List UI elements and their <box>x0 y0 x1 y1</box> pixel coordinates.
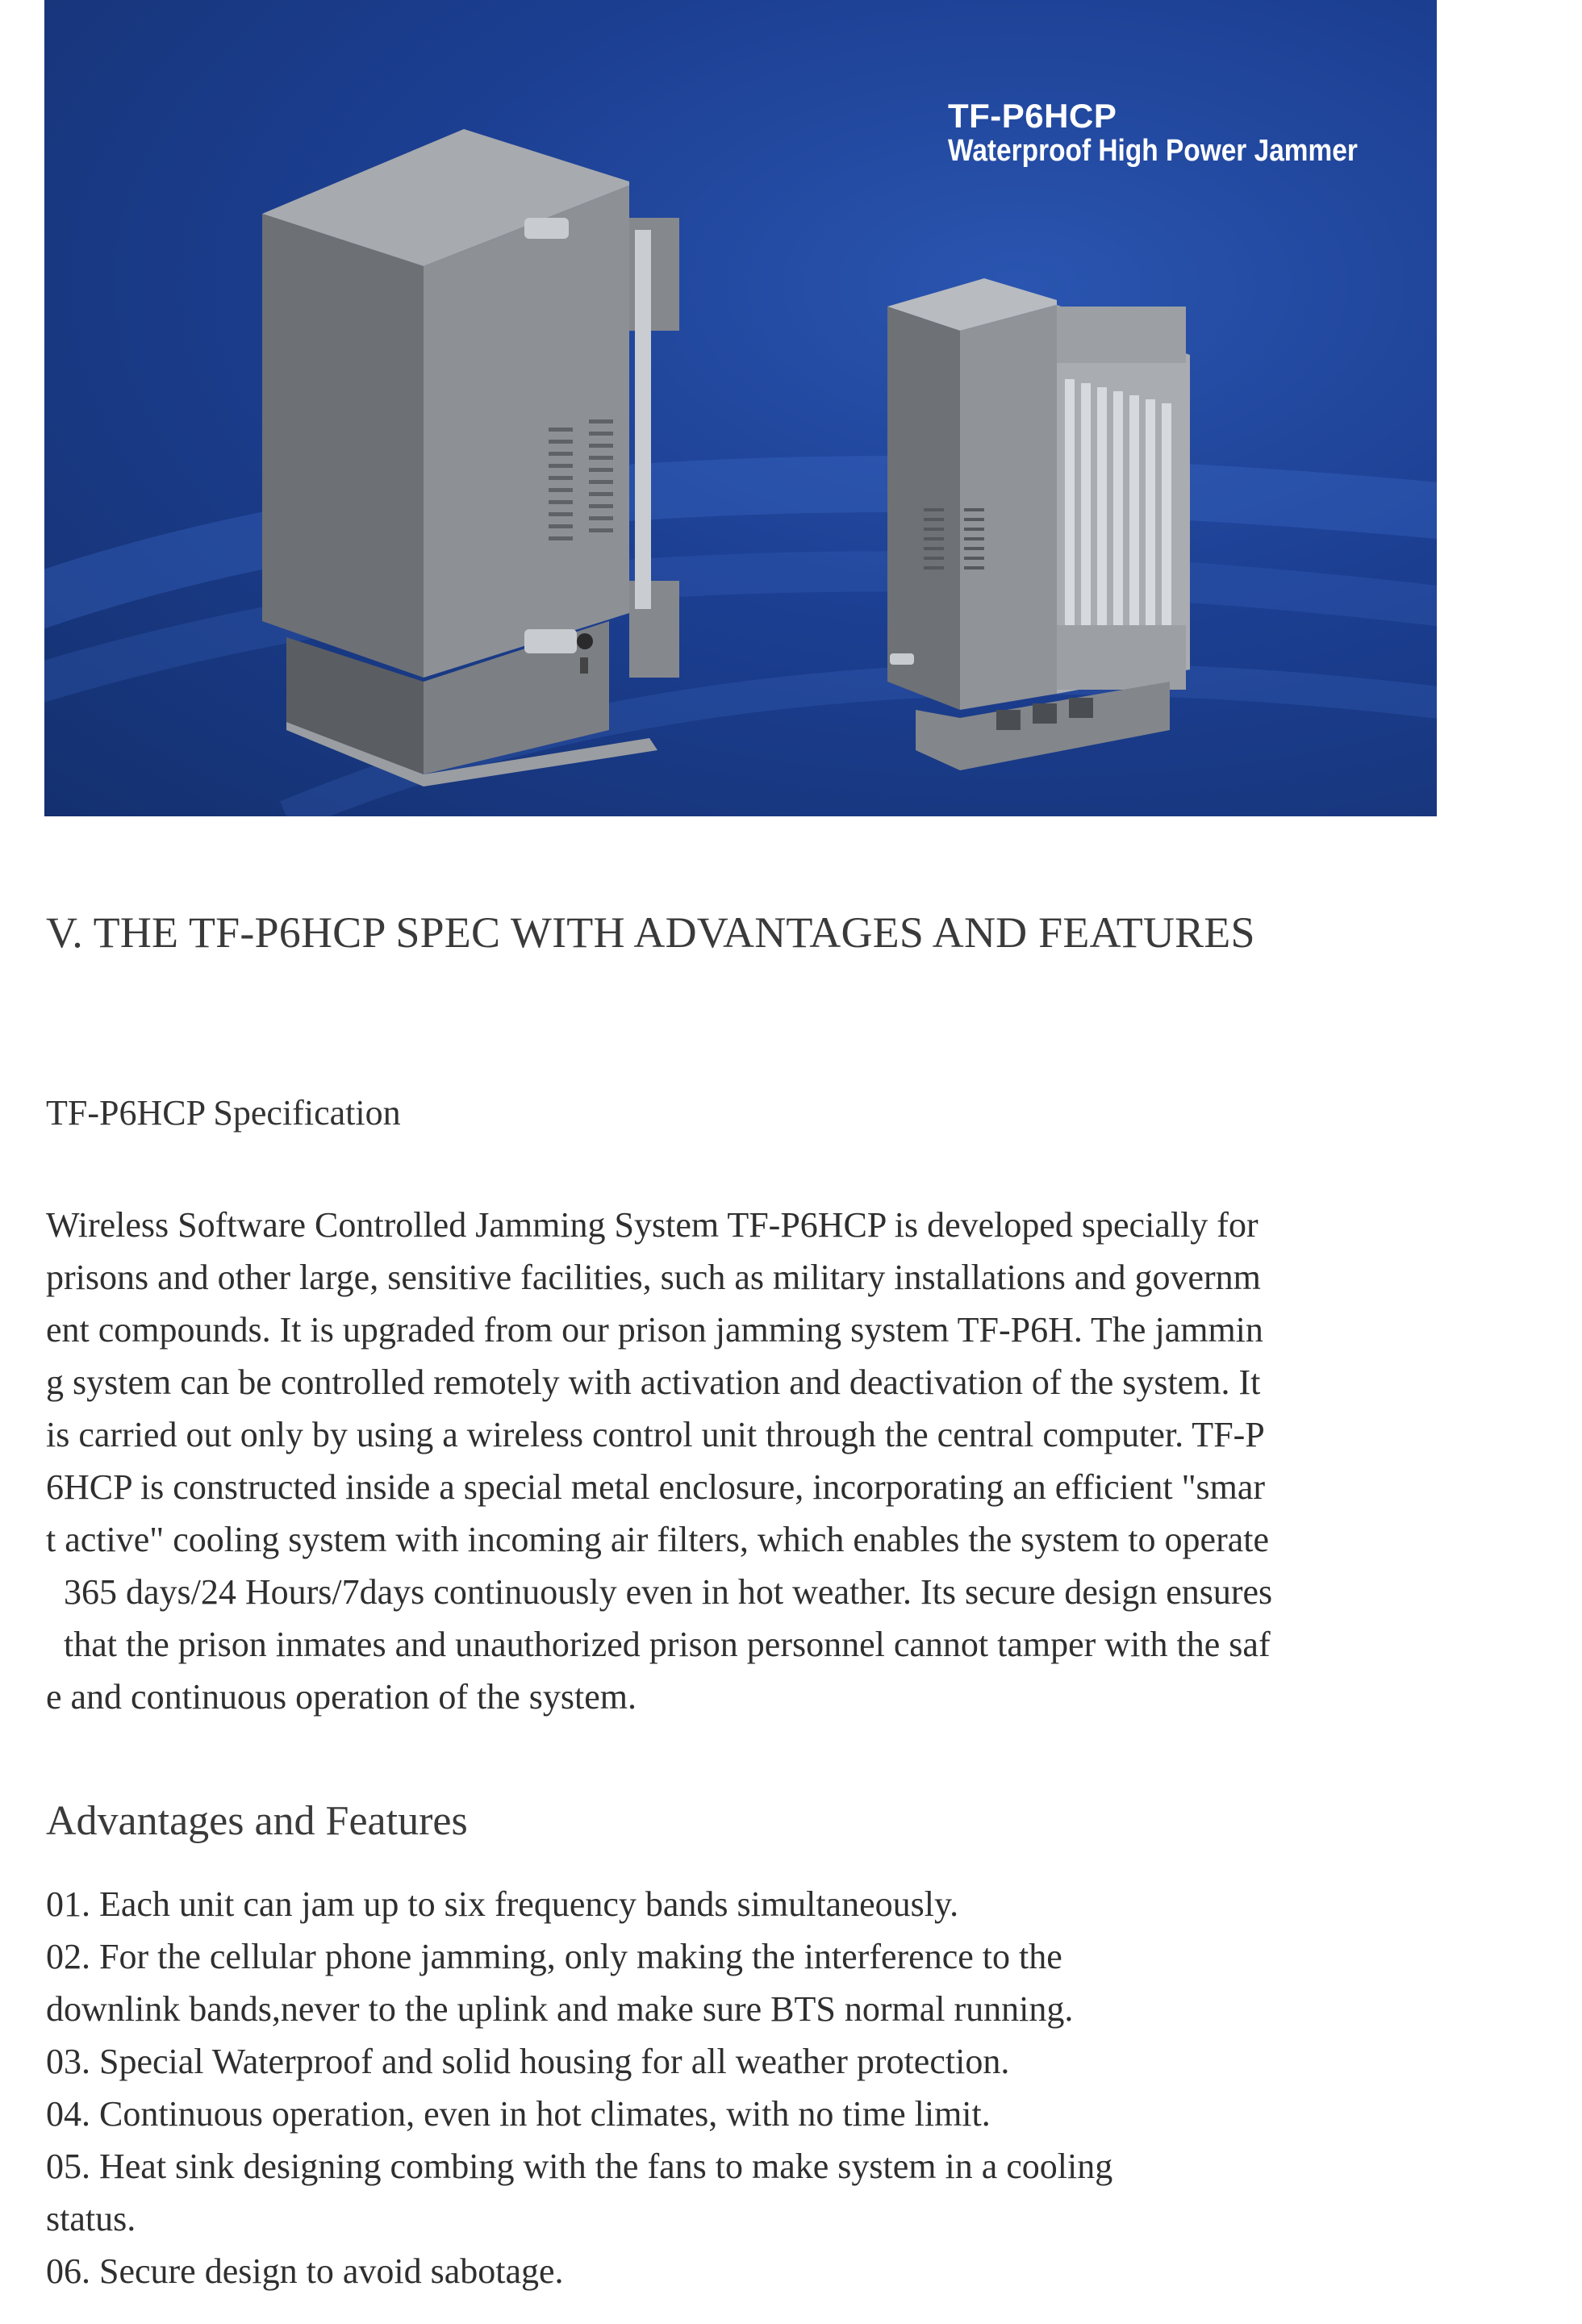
small-cabinet-illustration <box>887 278 1190 770</box>
feature-item: 05. Heat sink designing combing with the fans to make system in a cooling <box>46 2147 1113 2186</box>
feature-item: downlink bands,never to the uplink and make sure BTS normal running. <box>46 1989 1074 2029</box>
feature-item: 01. Each unit can jam up to six frequency bands simultaneously. <box>46 1884 959 1924</box>
paragraph-line: ent compounds. It is upgraded from our prison jamming system TF-P6H. The jammin <box>46 1310 1263 1350</box>
feature-item: status. <box>46 2199 136 2238</box>
paragraph-line: g system can be controlled remotely with activation and deactivation of the system. It <box>46 1362 1261 1402</box>
product-banner <box>44 0 1437 816</box>
features-heading: Advantages and Features <box>46 1798 468 1844</box>
paragraph-line: 6HCP is constructed inside a special metal enclosure, incorporating an efficient "smar <box>46 1467 1266 1507</box>
specification-heading: TF-P6HCP Specification <box>46 1093 401 1133</box>
specification-paragraph <box>46 1199 1466 1723</box>
paragraph-line: is carried out only by using a wireless control unit through the central computer. TF-P <box>46 1415 1265 1454</box>
large-cabinet-illustration <box>262 129 679 786</box>
paragraph-line: Wireless Software Controlled Jamming System TF-P6HCP is developed specially for <box>46 1205 1259 1245</box>
paragraph-line: prisons and other large, sensitive facilities, such as military installations and governm <box>46 1258 1261 1297</box>
paragraph-line: e and continuous operation of the system. <box>46 1677 637 1717</box>
paragraph-line: 365 days/24 Hours/7days continuously even in hot weather. Its secure design ensures <box>46 1572 1273 1612</box>
paragraph-line: t active" cooling system with incoming air filters, which enables the system to operate <box>46 1520 1270 1559</box>
features-list <box>46 1878 1466 2297</box>
paragraph-line: that the prison inmates and unauthorized prison personnel cannot tamper with the saf <box>46 1625 1271 1664</box>
feature-item: 02. For the cellular phone jamming, only making the interference to the <box>46 1937 1062 1976</box>
product-illustration <box>44 0 1437 816</box>
feature-item: 03. Special Waterproof and solid housing for all weather protection. <box>46 2042 1010 2081</box>
feature-item: 04. Continuous operation, even in hot climates, with no time limit. <box>46 2094 991 2134</box>
banner-subtitle: Waterproof High Power Jammer <box>948 134 1358 168</box>
section-heading: V. THE TF-P6HCP SPEC WITH ADVANTAGES AND FEATURES <box>46 908 1255 957</box>
feature-item: 06. Secure design to avoid sabotage. <box>46 2251 564 2291</box>
banner-title: TF-P6HCP <box>948 97 1117 135</box>
